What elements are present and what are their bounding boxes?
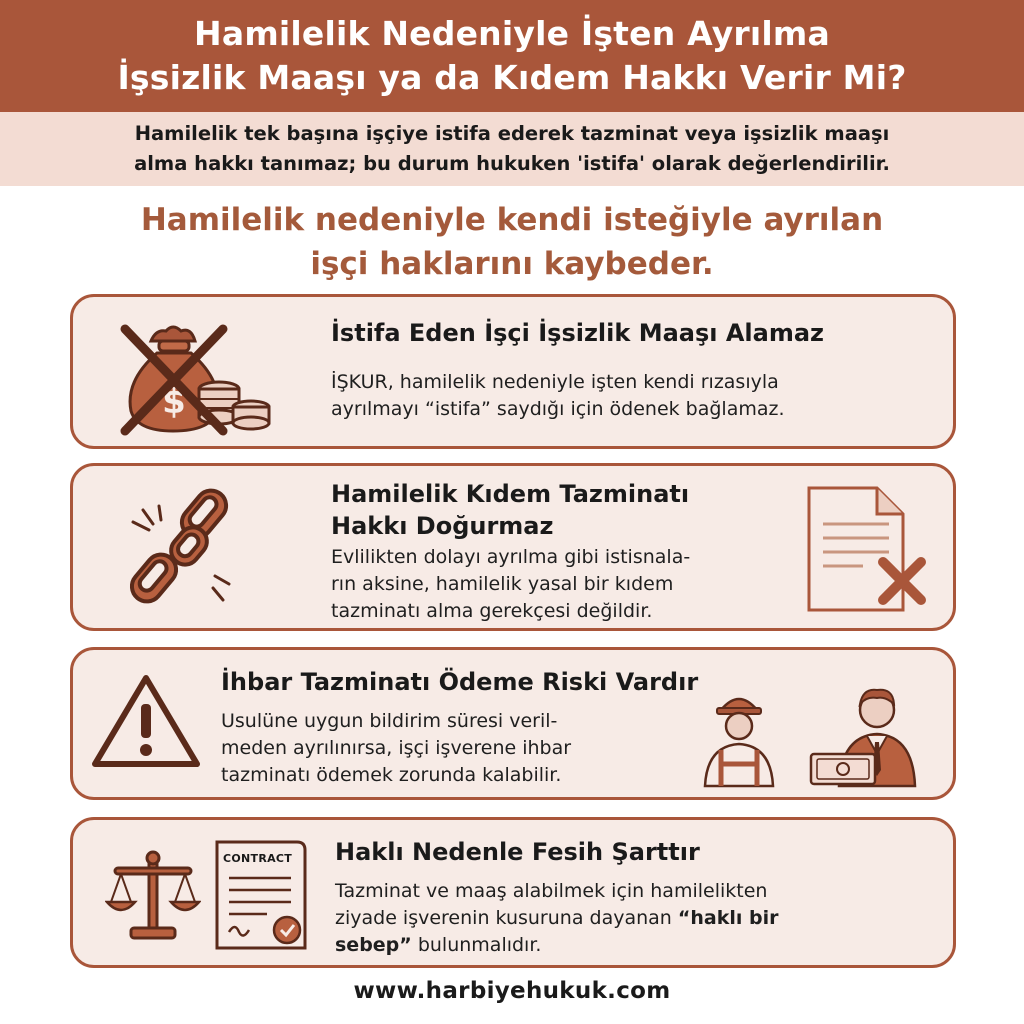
- card-4-title: Haklı Nedenle Fesih Şarttır: [335, 838, 700, 866]
- footer-website-link[interactable]: www.harbiyehukuk.com: [353, 978, 671, 1004]
- card-4-body-line-2-b: “haklı bir: [677, 907, 779, 929]
- card-2-title-line-2: Hakkı Doğurmaz: [331, 512, 554, 540]
- card-4-body-line-3-b: bulunmalıdır.: [411, 934, 542, 956]
- card-4-body: [335, 878, 778, 959]
- card-3-body-line-2: meden ayrılınırsa, işçi işverene ihbar: [221, 737, 572, 759]
- card-just-cause: [70, 817, 956, 968]
- summary-banner: [0, 112, 1024, 186]
- title-banner: [0, 0, 1024, 112]
- card-2-body: [331, 544, 690, 625]
- card-3-title: İhbar Tazminatı Ödeme Riski Vardır: [221, 668, 699, 696]
- contract-label: CONTRACT: [223, 852, 293, 865]
- headline-line-1: Hamilelik nedeniyle kendi isteğiyle ayrılan: [140, 202, 884, 238]
- broken-chain-icon: [119, 480, 249, 624]
- card-unemployment: [70, 294, 956, 449]
- page-title-line-1: Hamilelik Nedeniyle İşten Ayrılma: [194, 14, 830, 53]
- warning-icon: [91, 674, 201, 774]
- card-3-body-line-1: Usulüne uygun bildirim süresi veril-: [221, 710, 558, 732]
- card-4-body-line-2: [335, 905, 778, 932]
- card-1-body-line-1: İŞKUR, hamilelik nedeniyle işten kendi rızasıyla: [331, 371, 779, 393]
- card-2-body-line-1: Evlilikten dolayı ayrılma gibi istisnala-: [331, 546, 691, 568]
- rejected-document-icon: [803, 484, 933, 618]
- card-2-title: [331, 478, 689, 542]
- card-2-body-line-3: tazminatı alma gerekçesi değildir.: [331, 600, 653, 622]
- svg-text:$: $: [162, 382, 186, 422]
- summary-line-1: Hamilelik tek başına işçiye istifa ederek tazminat veya işsizlik maaşı: [134, 122, 890, 145]
- card-4-body-line-3-a: sebep”: [335, 934, 412, 956]
- card-4-body-line-2-a: ziyade işverenin kusuruna dayanan: [335, 907, 678, 929]
- card-1-body: [331, 369, 785, 423]
- card-notice: [70, 647, 956, 800]
- card-2-body-line-2: rın aksine, hamilelik yasal bir kıdem: [331, 573, 674, 595]
- card-4-body-line-3: [335, 932, 778, 959]
- worker-employer-payment-icon: [699, 684, 939, 792]
- card-severance: [70, 463, 956, 631]
- money-bag-crossed-icon: [111, 311, 281, 441]
- card-4-body-line-1: Tazminat ve maaş alabilmek için hamilelikten: [335, 880, 768, 902]
- main-headline: [0, 198, 1024, 286]
- signed-contract-icon: [211, 836, 311, 958]
- page-title-line-2: İşsizlik Maaşı ya da Kıdem Hakkı Verir Mi?: [117, 58, 907, 97]
- card-1-body-line-2: ayrılmayı “istifa” saydığı için ödenek bağlamaz.: [331, 398, 785, 420]
- headline-line-2: işçi haklarını kaybeder.: [310, 246, 714, 282]
- card-3-body-line-3: tazminatı ödemek zorunda kalabilir.: [221, 764, 562, 786]
- summary-line-2: alma hakkı tanımaz; bu durum hukuken 'istifa' olarak değerlendirilir.: [134, 152, 890, 175]
- card-2-title-line-1: Hamilelik Kıdem Tazminatı: [331, 480, 690, 508]
- card-3-body: [221, 708, 571, 789]
- card-1-title: İstifa Eden İşçi İşsizlik Maaşı Alamaz: [331, 319, 824, 347]
- scales-icon: [105, 848, 201, 948]
